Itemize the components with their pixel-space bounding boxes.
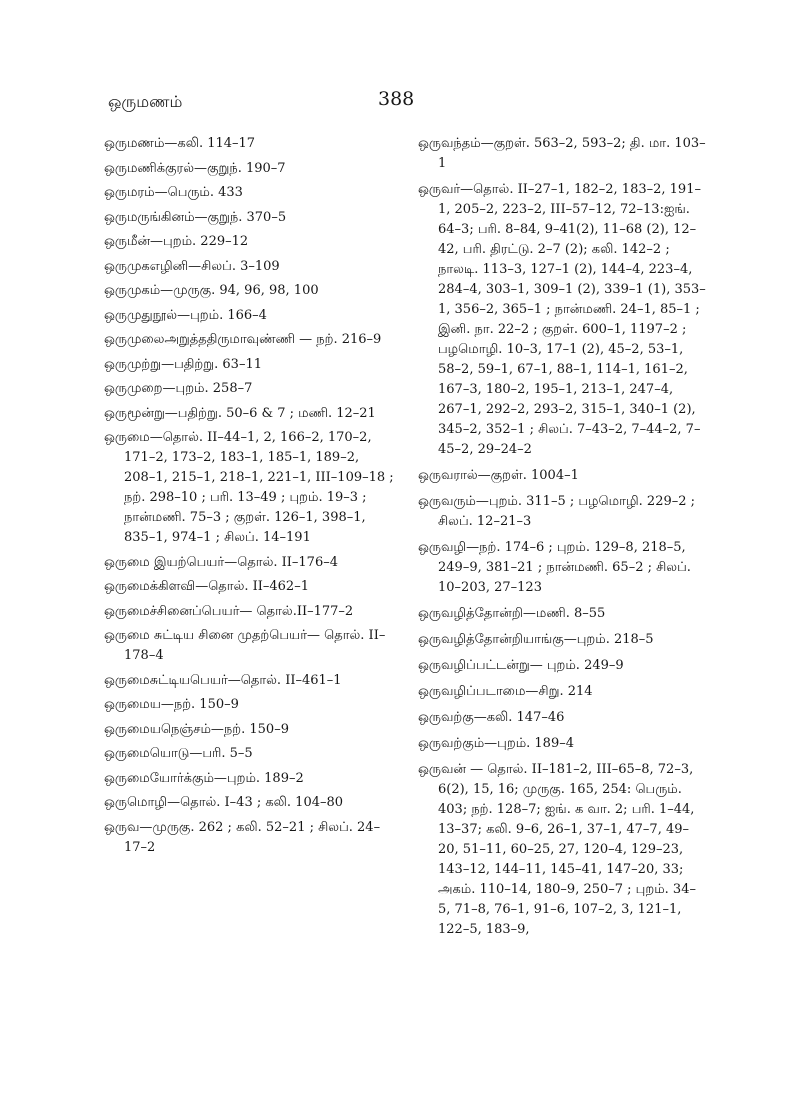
index-entry: ஒருவரும்—புறம். 311–5 ; பழமொழி. 229–2 ; சிலப். 12–21–3 <box>418 494 696 529</box>
index-entry: ஒருவர்—தொல். II–27–1, 182–2, 183–2, 191–1, 205–2, 223–2, III–57–12, 72–13:ஐங். 64–3; பரி. 8–84, 9–41(2), 11–68 (2), 12–42, பரி. திரட்டு. 2–7 (2); கலி. 142–2 ; நாலடி. 113–3, 127–1 (2), 144–4, 223–4, 284–4, 303–1, 309–1 (2), 339–1 (1), 353–1, 356–2, 365–1 ; நான்மணி. 24–1, 85–1 ; இனி. நா. 22–2 ; குறள். 600–1, 1197–2 ; பழமொழி. 10–3, 17–1 (2), 45–2, 53–1, 58–2, 59–1, 67–1, 88–1, 114–1, 161–2, 167–3, 180–2, 195–1, 213–1, 247–4, 267–1, 292–2, 293–2, 315–1, 340–1 (2), 345–2, 352–1 ; சிலப். 7–43–2, 7–44–2, 7–45–2, 29–24–2 <box>418 182 706 457</box>
index-entry: ஒருமை—தொல். II–44–1, 2, 166–2, 170–2, 171–2, 173–2, 183–1, 185–1, 189–2, 208–1, 215–1, 218–1, 221–1, III–109–18 ; நற். 298–10 ; பரி. 13–49 ; புறம். 19–3 ; நான்மணி. 75–3 ; குறள். 126–1, 398–1, 835–1, 974–1 ; சிலப். 14–191 <box>104 430 394 545</box>
index-entry: ஒருமைச்சினைப்பெயர்— தொல்.II–177–2 <box>104 603 354 619</box>
index-entry: ஒருவழிப்படாமை—சிறு. 214 <box>418 684 593 699</box>
page-number: 388 <box>378 88 415 110</box>
left-column <box>104 134 394 862</box>
index-entry: ஒருவழி—நற். 174–6 ; புறம். 129–8, 218–5, 249–9, 381–21 ; நான்மணி. 65–2 ; சிலப். 10–203, 27–123 <box>418 540 691 595</box>
index-entry: ஒருவழிப்பட்டன்று— புறம். 249–9 <box>418 658 624 673</box>
index-entry: ஒருமுகம்—முருகு. 94, 96, 98, 100 <box>104 283 319 298</box>
index-entry: ஒருமூன்று—பதிற்று. 50–6 & 7 ; மணி. 12–21 <box>104 405 376 421</box>
index-entry: ஒருமரம்—பெரும். 433 <box>104 185 243 200</box>
index-entry: ஒருமைய—நற். 150–9 <box>104 697 239 712</box>
index-entry: ஒருவழித்தோன்றியாங்கு—புறம். 218–5 <box>418 632 654 647</box>
index-entry: ஒருவற்கு—கலி. 147–46 <box>418 710 565 725</box>
index-entry: ஒருமணிக்குரல்—குறுந். 190–7 <box>104 160 286 176</box>
index-entry: ஒருவ—முருகு. 262 ; கலி. 52–21 ; சிலப். 24–17–2 <box>104 819 381 855</box>
index-entry: ஒருமைக்கிளவி—தொல். II–462–1 <box>104 579 309 594</box>
index-entry: ஒருமுறை—புறம். 258–7 <box>104 381 253 396</box>
index-entry: ஒருமுகஎழினி—சிலப். 3–109 <box>104 258 280 274</box>
index-entry: ஒருமருங்கினம்—குறுந். 370–5 <box>104 209 287 225</box>
running-head: ஒருமணம் <box>108 92 183 111</box>
index-entry: ஒருமையநெஞ்சம்—நற். 150–9 <box>104 721 289 737</box>
index-entry: ஒருவந்தம்—குறள். 563–2, 593–2; தி. மா. 103–1 <box>418 136 706 171</box>
index-entry: ஒருமையோர்க்கும்—புறம். 189–2 <box>104 770 304 786</box>
index-entry: ஒருமையொடு—பரி. 5–5 <box>104 746 253 761</box>
index-entry: ஒருவரால்—குறள். 1004–1 <box>418 468 579 483</box>
index-entry: ஒருமை சுட்டிய சினை முதற்பெயர்— தொல். II–178–4 <box>104 628 386 663</box>
index-entry: ஒருமீன்—புறம். 229–12 <box>104 234 249 249</box>
index-entry: ஒருவன் — தொல். II–181–2, III–65–8, 72–3, 6(2), 15, 16; முருகு. 165, 254: பெரும். 403; நற். 128–7; ஐங். க வா. 2; பரி. 1–44, 13–37; கலி. 9–6, 26–1, 37–1, 47–7, 49–20, 51–11, 60–25, 27, 120–4, 129–23, 143–12, 144–11, 145–41, 147–20, 33; அகம். 110–14, 180–9, 250–7 ; புறம். 34–5, 71–8, 76–1, 91–6, 107–2, 3, 121–1, 122–5, 183–9, <box>418 762 696 937</box>
index-entry: ஒருவழித்தோன்றி—மணி. 8–55 <box>418 606 606 621</box>
index-entry: ஒருமுற்று—பதிற்று. 63–11 <box>104 356 262 372</box>
index-entry: ஒருமுலைஅறுத்ததிருமாவுண்ணி — நற். 216–9 <box>104 332 382 347</box>
index-entry: ஒருமொழி—தொல். I–43 ; கலி. 104–80 <box>104 795 344 810</box>
index-entry: ஒருமை இயற்பெயர்—தொல். II–176–4 <box>104 554 338 570</box>
index-entry: ஒருமணம்—கலி. 114–17 <box>104 136 256 151</box>
index-entry: ஒருமைசுட்டியபெயர்—தொல். II–461–1 <box>104 672 342 688</box>
right-column <box>418 134 708 946</box>
index-entry: ஒருவற்கும்—புறம். 189–4 <box>418 736 574 751</box>
index-entry: ஒருமுதுநூல்—புறம். 166–4 <box>104 307 267 323</box>
